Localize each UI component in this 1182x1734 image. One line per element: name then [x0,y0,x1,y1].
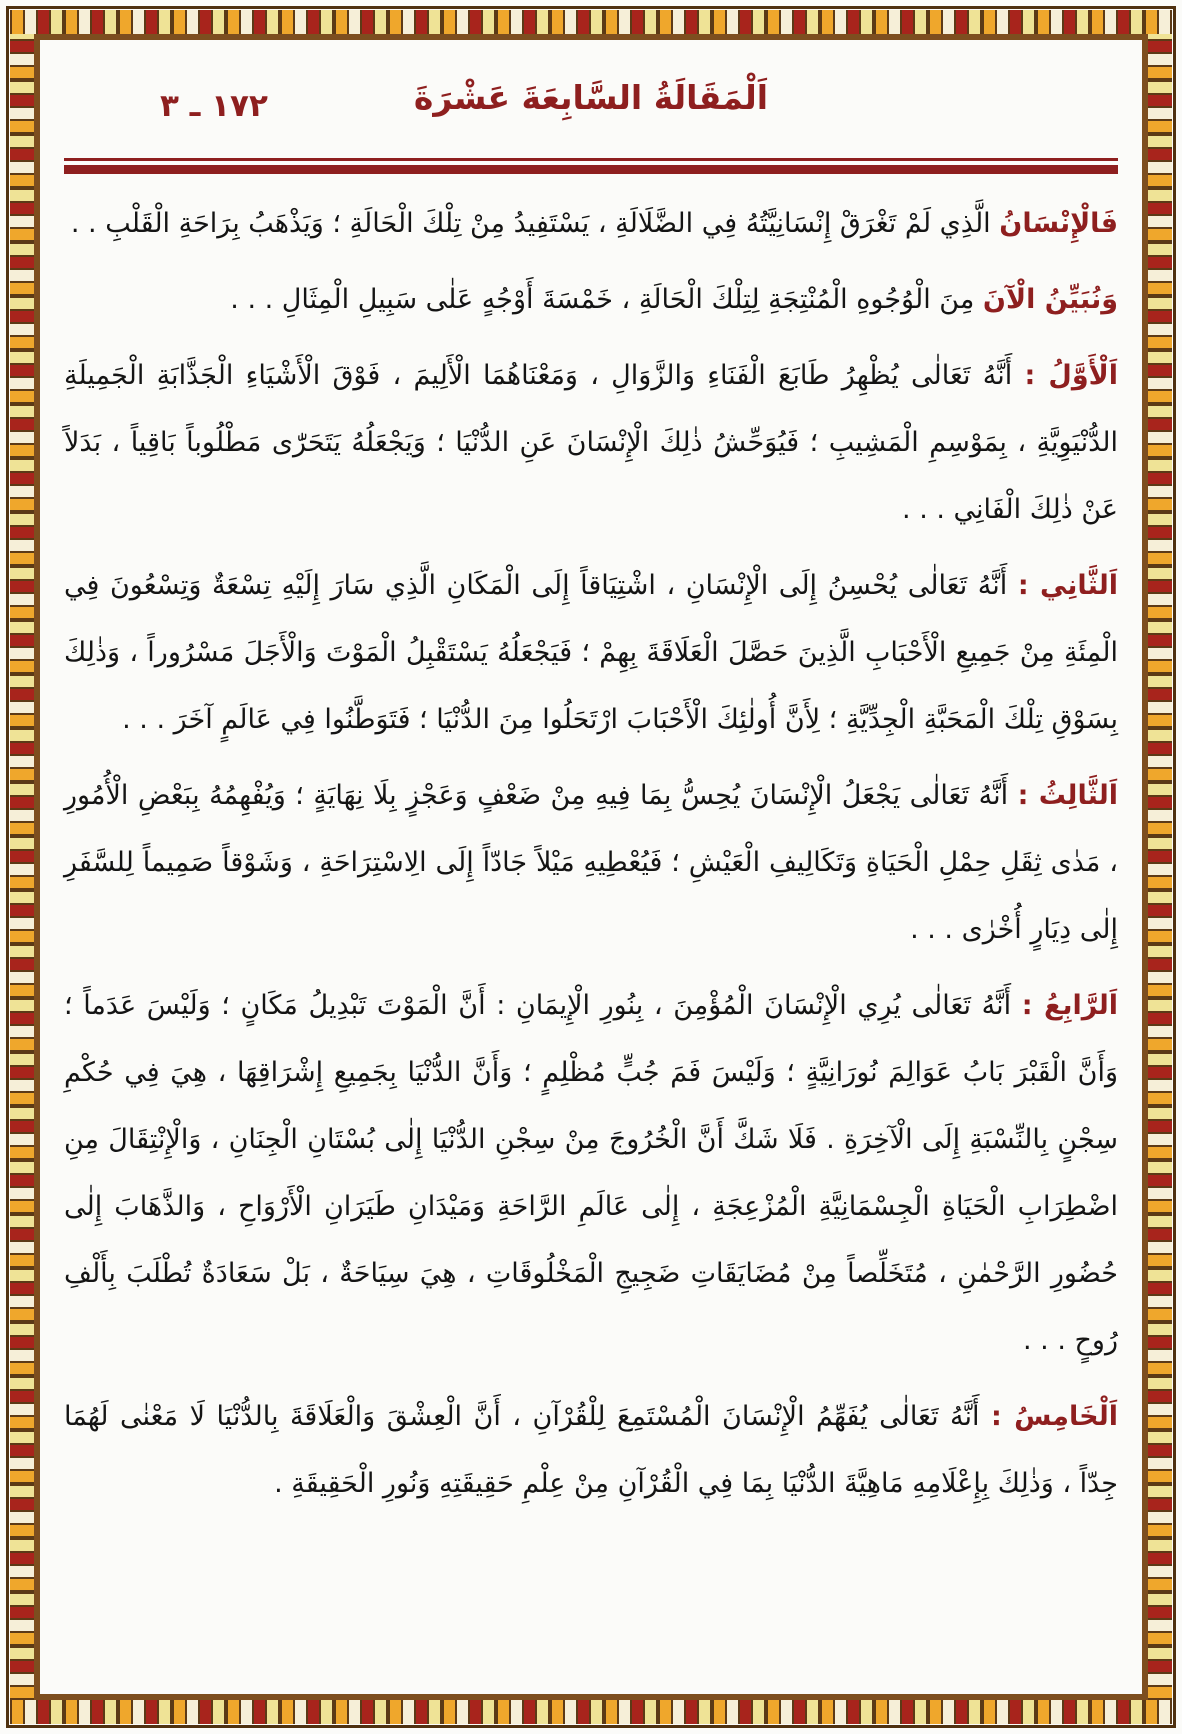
body-text [64,190,1118,1517]
paragraph [64,190,1118,257]
border-chain-left [10,34,34,1700]
header-rule [64,158,1118,174]
paragraph-body: الَّذِي لَمْ تَغْرَقْ إِنْسَانِيَّتُهُ فِي الضَّلَالَةِ ، يَسْتَفِيدُ مِنْ تِلْكَ الْحَالَةِ ؛ وَيَذْهَبُ بِرَاحَةِ الْقَلْبِ . . [70,208,991,239]
paragraph [64,266,1118,333]
paragraph-body: أَنَّهُ تَعَالٰى يَجْعَلُ الْإِنْسَانَ يُحِسُّ بِمَا فِيهِ مِنْ ضَعْفٍ وَعَجْزٍ بِلَا نِهَايَةٍ ؛ وَيُفْهِمُهُ بِبَعْضِ الْأُمُورِ ، مَدٰى ثِقَلِ حِمْلِ الْحَيَاةِ وَتَكَالِيفِ الْعَيْشِ ؛ فَيُعْطِيهِ مَيْلاً جَادّاً إِلَى الِاسْتِرَاحَةِ ، وَشَوْقاً صَمِيماً لِلسَّفَرِ إِلٰى دِيَارٍ أُخْرٰى . . . [64,780,1118,945]
page-title: اَلْمَقَالَةُ السَّابِعَةَ عَشْرَةَ [413,78,769,117]
paragraph-body: أَنَّهُ تَعَالٰى يُرِي الْإِنْسَانَ الْمُؤْمِنَ ، بِنُورِ الْإِيمَانِ : أَنَّ الْمَوْتَ تَبْدِيلُ مَكَانٍ ؛ وَلَيْسَ عَدَماً ؛ وَأَنَّ الْقَبْرَ بَابُ عَوَالِمَ نُورَانِيَّةٍ ؛ وَلَيْسَ فَمَ جُبٍّ مُظْلِمٍ ؛ وَأَنَّ الدُّنْيَا بِجَمِيعِ إِشْرَاقِهَا ، هِيَ فِي حُكْمِ سِجْنٍ بِالنِّسْبَةِ إِلَى الْآخِرَةِ . فَلَا شَكَّ أَنَّ الْخُرُوجَ مِنْ سِجْنِ الدُّنْيَا إِلٰى بُسْتَانِ الْجِنَانِ ، وَالْإِنْتِقَالَ مِنِ اضْطِرَابِ الْحَيَاةِ الْجِسْمَانِيَّةِ الْمُزْعِجَةِ ، إِلٰى عَالَمِ الرَّاحَةِ وَمَيْدَانِ طَيَرَانِ الْأَرْوَاحِ ، وَالذَّهَابَ إِلٰى حُضُورِ الرَّحْمٰنِ ، مُتَخَلِّصاً مِنْ مُضَايَقَاتِ ضَجِيجِ الْمَخْلُوقَاتِ ، هِيَ سِيَاحَةٌ ، بَلْ سَعَادَةٌ تُطْلَبَ بِأَلْفِ رُوحٍ . . . [64,990,1118,1356]
paragraph-body: مِنَ الْوُجُوهِ الْمُنْتِجَةِ لِتِلْكَ الْحَالَةِ ، خَمْسَةَ أَوْجُهٍ عَلٰى سَبِيلِ الْمِثَالِ . . . [230,284,975,315]
paragraph-lead: اَلْأَوَّلُ : [1024,360,1118,391]
paragraph-body: أَنَّهُ تَعَالٰى يُحْسِنُ إِلَى الْإِنْسَانِ ، اشْتِيَاقاً إِلَى الْمَكَانِ الَّذِي سَارَ إِلَيْهِ تِسْعَةٌ وَتِسْعُونَ فِي الْمِئَةِ مِنْ جَمِيعِ الْأَحْبَابِ الَّذِينَ حَصَّلَ الْعَلَاقَةَ بِهِمْ ؛ فَيَجْعَلُهُ يَسْتَقْبِلُ الْمَوْتَ وَالْأَجَلَ مَسْرُوراً ، وَذٰلِكَ بِسَوْقِ تِلْكَ الْمَحَبَّةِ الْجِدِّيَّةِ ؛ لِأَنَّ أُولٰئِكَ الْأَحْبَابَ ارْتَحَلُوا مِنَ الدُّنْيَا ؛ فَتَوَطَّنُوا فِي عَالَمٍ آخَرَ . . . [64,570,1118,735]
paragraph-lead: اَلثَّانِي : [1017,570,1118,601]
paragraph [64,762,1118,963]
paragraph-lead: اَلْخَامِسُ : [991,1401,1118,1432]
border-chain-right [1148,34,1172,1700]
paragraph [64,972,1118,1374]
border-chain-top [10,10,1172,34]
content-area [40,40,1142,1694]
header-rule-thin [64,158,1118,161]
paragraph-lead: وَنُبَيِّنُ الْآنَ [982,284,1118,315]
page-number: ١٧٢ ـ ٣ [160,88,268,124]
paragraph [64,1383,1118,1517]
paragraph-lead: اَلثَّالِثُ : [1017,780,1118,811]
header-rule-thick [64,165,1118,174]
border-chain-bottom [10,1700,1172,1724]
page-header [64,66,1118,152]
paragraph-body: أَنَّهُ تَعَالٰى يُظْهِرُ طَابَعَ الْفَنَاءِ وَالزَّوَالِ ، وَمَعْنَاهُمَا الْأَلِيمَ ، فَوْقَ الْأَشْيَاءِ الْجَذَّابَةِ الْجَمِيلَةِ الدُّنْيَوِيَّةِ ، بِمَوْسِمِ الْمَشِيبِ ؛ فَيُوَحِّشُ ذٰلِكَ الْإِنْسَانَ عَنِ الدُّنْيَا ؛ وَيَجْعَلُهُ يَتَحَرّٰى مَطْلُوباً بَاقِياً ، بَدَلاً عَنْ ذٰلِكَ الْفَانِي . . . [64,360,1118,525]
paragraph-lead: اَلرَّابِعُ : [1021,990,1118,1021]
paragraph [64,552,1118,753]
paragraph [64,342,1118,543]
paragraph-lead: فَالْإِنْسَانُ [999,208,1118,239]
paragraph-body: أَنَّهُ تَعَالٰى يُفَهِّمُ الْإِنْسَانَ الْمُسْتَمِعَ لِلْقُرْآنِ ، أَنَّ الْعِشْقَ وَالْعَلَاقَةَ بِالدُّنْيَا لَا مَعْنٰى لَهُمَا جِدّاً ، وَذٰلِكَ بِإِعْلَامِهِ مَاهِيَّةَ الدُّنْيَا بِمَا فِي الْقُرْآنِ مِنْ عِلْمِ حَقِيقَتِهِ وَنُورِ الْحَقِيقَةِ . [64,1401,1118,1499]
